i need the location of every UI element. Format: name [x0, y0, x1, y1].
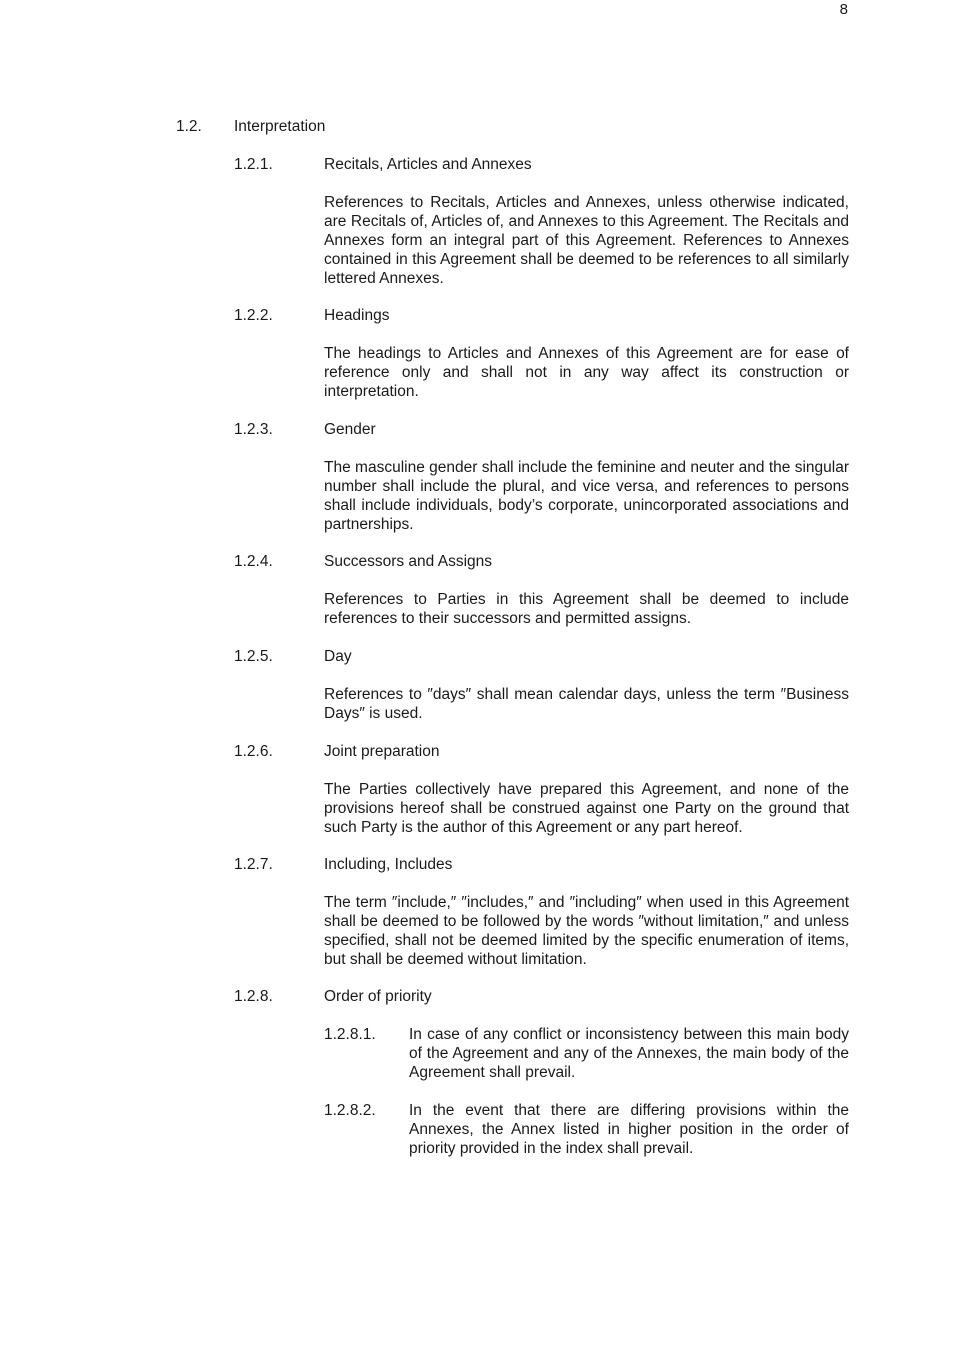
- section-title: Interpretation: [234, 118, 326, 135]
- subsection-number: 1.2.2.: [234, 307, 273, 324]
- subsection-title: Gender: [324, 421, 376, 438]
- subsection-number: 1.2.3.: [234, 421, 273, 438]
- subsection-number: 1.2.1.: [234, 156, 273, 173]
- subsection-number: 1.2.5.: [234, 648, 273, 665]
- subsection-title: Successors and Assigns: [324, 553, 493, 570]
- subsection-paragraph: The masculine gender shall include the feminine and neuter and the singular number shall include the plural, and vice versa, and references to persons shall include individuals, body’s corporate, unincorporated associations and partnerships.: [324, 459, 849, 533]
- clause-text: In case of any conflict or inconsistency between this main body of the Agreement and any of the Annexes, the main body of the Agreement shall prevail.: [409, 1026, 849, 1081]
- subsection-title: Headings: [324, 307, 390, 324]
- subsection-number: 1.2.6.: [234, 743, 273, 760]
- subsection-paragraph: The term ″include,″ ″includes,″ and ″including″ when used in this Agreement shall be deemed to be followed by the words ″without limitation,″ and unless specified, shall not be deemed limited by the specific enumeration of items, but shall be deemed without limitation.: [324, 894, 849, 968]
- subsection-paragraph: The Parties collectively have prepared this Agreement, and none of the provisions hereof shall be construed against one Party on the ground that such Party is the author of this Agreement or any part hereof.: [324, 781, 849, 836]
- subsection-title: Day: [324, 648, 352, 665]
- subsection-paragraph: References to Parties in this Agreement shall be deemed to include references to their successors and permitted assigns.: [324, 591, 849, 627]
- subsection-number: 1.2.4.: [234, 553, 273, 570]
- section-number: 1.2.: [176, 118, 202, 135]
- subsection-number: 1.2.7.: [234, 856, 273, 873]
- clause-number: 1.2.8.2.: [324, 1102, 376, 1119]
- subsection-paragraph: References to ″days″ shall mean calendar days, unless the term ″Business Days″ is used.: [324, 686, 849, 722]
- subsection-title: Recitals, Articles and Annexes: [324, 156, 532, 173]
- subsection-title: Including, Includes: [324, 856, 453, 873]
- clause-number: 1.2.8.1.: [324, 1026, 376, 1043]
- subsection-title: Order of priority: [324, 988, 432, 1005]
- subsection-paragraph: References to Recitals, Articles and Annexes, unless otherwise indicated, are Recitals of, Articles of, and Annexes to this Agreement. The Recitals and Annexes form an integral part of this Agreement. References to Annexes contained in this Agreement shall be deemed to be references to all similarly lettered Annexes.: [324, 194, 849, 287]
- subsection-number: 1.2.8.: [234, 988, 273, 1005]
- page-number: 8: [839, 1, 848, 18]
- subsection-title: Joint preparation: [324, 743, 440, 760]
- clause-text: In the event that there are differing provisions within the Annexes, the Annex listed in higher position in the order of priority provided in the index shall prevail.: [409, 1102, 849, 1157]
- subsection-paragraph: The headings to Articles and Annexes of this Agreement are for ease of reference only and shall not in any way affect its construction or interpretation.: [324, 345, 849, 400]
